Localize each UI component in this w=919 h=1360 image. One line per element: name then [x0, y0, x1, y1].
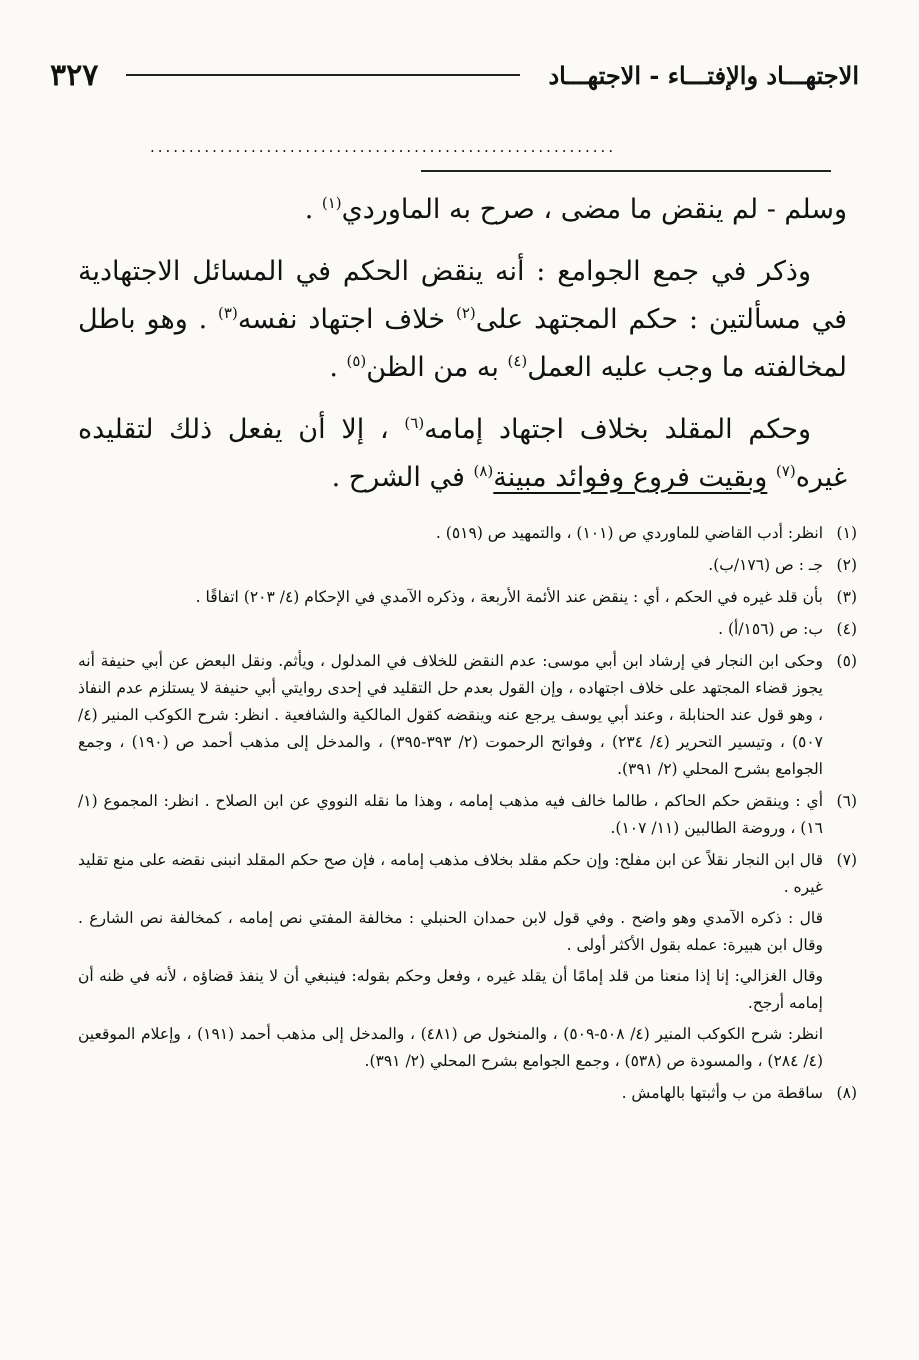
footnote-ref: (٨) [473, 462, 494, 480]
text-run: . [329, 352, 347, 383]
footnote-text: انظر: شرح الكوكب المنير (٤/ ٥٠٨-٥٠٩) ، والمنخول ص (٤٨١) ، والمدخل إلى مذهب أحمد (١٩١) ، وإعلام الموقعين (٤/ ٢٨٤) ، والمسودة ص (٥٣٨) ، وجمع الجوامع بشرح المحلي (٢/ ٣٩١). [78, 1025, 824, 1070]
footnote-ref: (٧) [775, 462, 796, 480]
separator-rule [421, 170, 831, 172]
footnote-body [78, 584, 823, 611]
footnote [78, 552, 857, 579]
footnote-text: قال : ذكره الآمدي وهو واضح . وفي قول لابن حمدان الحنبلي : مخالفة المفتي نص إمامه ، كمخالفة نص الشارع . وقال ابن هبيرة: عمله بقول الأكثر أولى . [78, 909, 823, 954]
footnote-body [78, 520, 823, 547]
paragraph-3 [78, 406, 847, 502]
footnote [78, 616, 857, 643]
footnote-body [78, 847, 823, 1075]
continuation-dots: ............................................................ [150, 138, 617, 156]
running-title: الاجتهـــاد والإفتـــاء - الاجتهـــاد [548, 60, 859, 90]
footnote-body [78, 1080, 823, 1107]
running-header [50, 55, 859, 95]
footnote-text: أي : وينقض حكم الحاكم ، طالما خالف فيه مذهب إمامه ، وهذا ما نقله النووي عن ابن الصلاح . انظر: المجموع (١/ ١٦) ، وروضة الطالبين (١١/ ١٠٧). [78, 792, 823, 837]
footnote [78, 648, 857, 783]
text-run: وسلم - لم ينقض ما مضى ، صرح به الماوردي [341, 194, 847, 225]
footnote-text: انظر: أدب القاضي للماوردي ص (١٠١) ، والتمهيد ص (٥١٩) . [435, 524, 823, 542]
main-text [78, 186, 847, 516]
footnotes [78, 520, 857, 1112]
footnote-text: ب: ص (١٥٦/أ) . [718, 620, 823, 638]
page-number: ٣٢٧ [50, 57, 99, 93]
footnote-number: (٤) [836, 620, 857, 638]
text-run: في الشرح . [331, 462, 474, 493]
underlined-phrase: وبقيت فروع وفوائد مبينة [493, 462, 768, 493]
text-run: به من الظن [366, 352, 508, 383]
footnote-ref: (٣) [218, 304, 238, 322]
footnote-number: (٥) [836, 652, 857, 670]
footnote [78, 847, 857, 1075]
footnote-text: جـ : ص (١٧٦/ب). [708, 556, 823, 574]
footnote-body [78, 616, 823, 643]
footnote-ref: (٢) [455, 304, 476, 322]
footnote-body [78, 788, 823, 842]
text-run [767, 462, 776, 493]
footnote-number: (٨) [836, 1084, 857, 1102]
text-run: وحكم المقلد بخلاف اجتهاد إمامه [424, 414, 811, 445]
footnote-text: وحكى ابن النجار في إرشاد ابن أبي موسى: عدم النقض للخلاف في المدلول ، ويأثم. ونقل البعض عن أبي حنيفة أنه يجوز قضاء المجتهد على خلاف اجتهاده ، وإن القول بعدم حل التقليد في إحدى روايتي أبي حنيفة لا يستلزم عدم النفاذ ، وهو قول عند الحنابلة ، وعند أبي يوسف يرجع عنه وينقضه كقول المالكية والشافعية . انظر: شرح الكوكب المنير (٤/ ٥٠٧) ، وتيسير التحرير (٤/ ٢٣٤) ، وفواتح الرحموت (٢/ ٣٩٣-٣٩٥) ، والمدخل إلى مذهب أحمد ص (١٩٠) ، وجمع الجوامع بشرح المحلي (٢/ ٣٩١). [78, 652, 824, 778]
footnote-number: (٣) [836, 588, 857, 606]
text-run: . [304, 194, 322, 225]
paragraph-2 [78, 248, 847, 392]
footnote-text: ساقطة من ب وأثبتها بالهامش . [621, 1084, 823, 1102]
footnote-text: قال ابن النجار نقلاً عن ابن مفلح: وإن حكم مقلد بخلاف مذهب إمامه ، فإن صح حكم المقلد انبنى نقضه على منع تقليد غيره . [78, 851, 823, 896]
text-run: خلاف اجتهاد نفسه [237, 304, 456, 335]
text-run: ، إلا أن يفعل ذلك لتقليده غيره [78, 414, 847, 493]
footnote-ref: (١) [321, 194, 342, 212]
footnote [78, 788, 857, 842]
footnote-text: وقال الغزالي: إنا إذا منعنا من قلد إمامًا أن يقلد غيره ، وفعل وحكم بقوله: فينبغي أن لا ينفذ قضاؤه ، لأنه في ظنه أن إمامه أرجح. [78, 967, 823, 1012]
text-run: . وهو باطل لمخالفته ما وجب عليه العمل [78, 304, 847, 383]
footnote-number: (٧) [836, 851, 857, 869]
footnote [78, 520, 857, 547]
footnote-number: (١) [836, 524, 857, 542]
text-run: وذكر في جمع الجوامع : أنه ينقض الحكم في المسائل الاجتهادية في مسألتين : حكم المجتهد على [78, 256, 848, 335]
footnote-ref: (٥) [346, 352, 367, 370]
header-rule [126, 74, 520, 76]
footnote [78, 584, 857, 611]
footnote-ref: (٤) [507, 352, 528, 370]
footnote [78, 1080, 857, 1107]
footnote-number: (٦) [836, 792, 857, 810]
footnote-body [78, 552, 823, 579]
footnote-body [78, 648, 823, 783]
paragraph-1 [78, 186, 847, 234]
footnote-text: بأن قلد غيره في الحكم ، أي : ينقض عند الأئمة الأربعة ، وذكره الآمدي في الإحكام (٤/ ٢٠٣) اتفاقًا . [195, 588, 823, 606]
footnote-ref: (٦) [404, 414, 425, 432]
footnote-number: (٢) [836, 556, 857, 574]
